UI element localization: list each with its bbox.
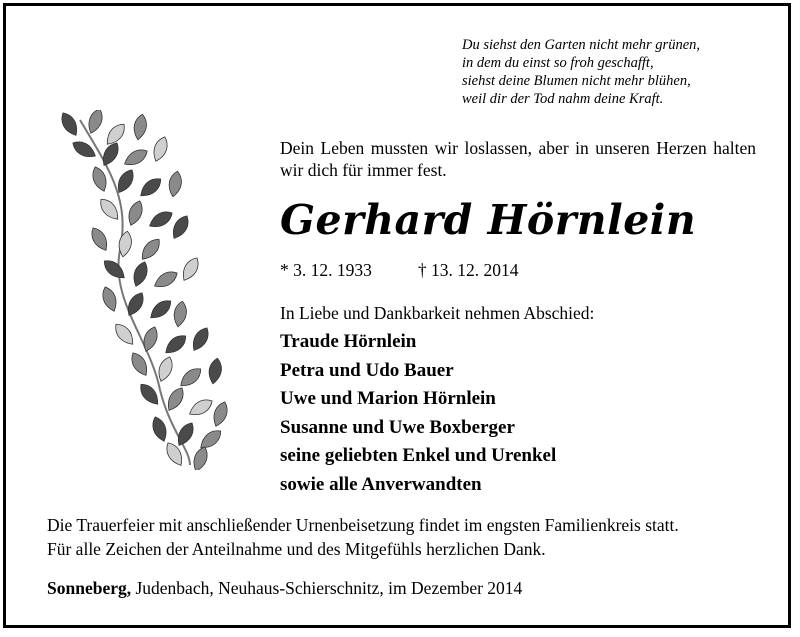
ivy-leaf-icon bbox=[58, 110, 81, 138]
ivy-leaf-icon bbox=[210, 400, 230, 429]
place-rest: Judenbach, Neuhaus-Schierschnitz, im Dezember 2014 bbox=[131, 578, 523, 598]
mourner: Susanne und Uwe Boxberger bbox=[280, 416, 515, 438]
mourners-list bbox=[280, 328, 556, 500]
place-date-line bbox=[47, 578, 522, 599]
ceremony-line: Für alle Zeichen der Anteilnahme und des Mitgefühls herzlichen Dank. bbox=[47, 539, 546, 559]
ivy-leaf-icon bbox=[125, 199, 145, 228]
ivy-leaf-icon bbox=[99, 140, 122, 169]
birth-date: * 3. 12. 1933 bbox=[280, 260, 372, 280]
ivy-leaf-icon bbox=[150, 415, 170, 444]
mourner: sowie alle Anverwandten bbox=[280, 473, 482, 495]
ivy-leaf-icon bbox=[85, 110, 105, 135]
ivy-leaf-icon bbox=[190, 445, 210, 470]
ivy-leaf-icon bbox=[88, 225, 111, 254]
life-dates bbox=[280, 260, 519, 281]
ivy-leaf-icon bbox=[147, 208, 176, 231]
ivy-leaf-icon bbox=[70, 138, 99, 161]
ivy-leaf-icon bbox=[150, 135, 170, 164]
ivy-vine-icon bbox=[40, 110, 240, 470]
ivy-leaf-icon bbox=[152, 268, 181, 291]
ivy-leaf-icon bbox=[172, 300, 188, 328]
ivy-leaf-icon bbox=[189, 325, 212, 354]
ivy-leaf-icon bbox=[140, 325, 160, 354]
death-date: † 13. 12. 2014 bbox=[417, 260, 519, 280]
place-town: Sonneberg, bbox=[47, 578, 132, 598]
poem-line: in dem du einst so froh geschafft, bbox=[462, 55, 654, 71]
mourner: Petra und Udo Bauer bbox=[280, 359, 454, 381]
ivy-leaf-icon bbox=[207, 357, 223, 385]
ivy-leaf-icon bbox=[162, 331, 190, 357]
poem-line: Du siehst den Garten nicht mehr grünen, bbox=[462, 37, 701, 53]
ivy-leaf-icon bbox=[164, 385, 187, 414]
poem bbox=[462, 36, 772, 108]
ivy-leaf-icon bbox=[100, 285, 120, 314]
ivy-leaf-icon bbox=[137, 174, 165, 200]
ivy-leaf-icon bbox=[130, 260, 150, 289]
deceased-name: Gerhard Hörnlein bbox=[280, 196, 697, 244]
ivy-leaf-icon bbox=[132, 113, 148, 141]
ivy-leaf-icon bbox=[138, 235, 164, 263]
ivy-leaf-icon bbox=[122, 146, 151, 169]
ivy-leaf-icon bbox=[124, 290, 147, 319]
ivy-leaf-icon bbox=[90, 165, 110, 194]
mourner: seine geliebten Enkel und Urenkel bbox=[280, 445, 557, 467]
ivy-leaf-icon bbox=[179, 255, 202, 284]
ceremony-line: Die Trauerfeier mit anschließender Urnenbeisetzung findet im engsten Familienkreis statt. bbox=[47, 515, 679, 535]
ivy-leaf-icon bbox=[167, 170, 183, 198]
mourner: Uwe und Marion Hörnlein bbox=[280, 388, 496, 410]
poem-line: siehst deine Blumen nicht mehr blühen, bbox=[462, 73, 691, 89]
ivy-leaf-icon bbox=[100, 256, 128, 282]
ivy-leaf-icon bbox=[111, 320, 137, 348]
mourner: Traude Hörnlein bbox=[280, 331, 417, 352]
ceremony-notice bbox=[47, 513, 767, 561]
ivy-leaf-icon bbox=[147, 296, 175, 322]
ivy-leaf-icon bbox=[187, 396, 216, 419]
poem-line: weil dir der Tod nahm deine Kraft. bbox=[462, 91, 664, 107]
intro-text: Dein Leben mussten wir loslassen, aber in unseren Herzen halten wir dich für immer fest. bbox=[280, 138, 756, 180]
ivy-leaf-icon bbox=[177, 364, 205, 390]
farewell-intro: In Liebe und Dankbarkeit nehmen Abschied: bbox=[280, 303, 595, 323]
ivy-leaf-icon bbox=[169, 213, 192, 242]
